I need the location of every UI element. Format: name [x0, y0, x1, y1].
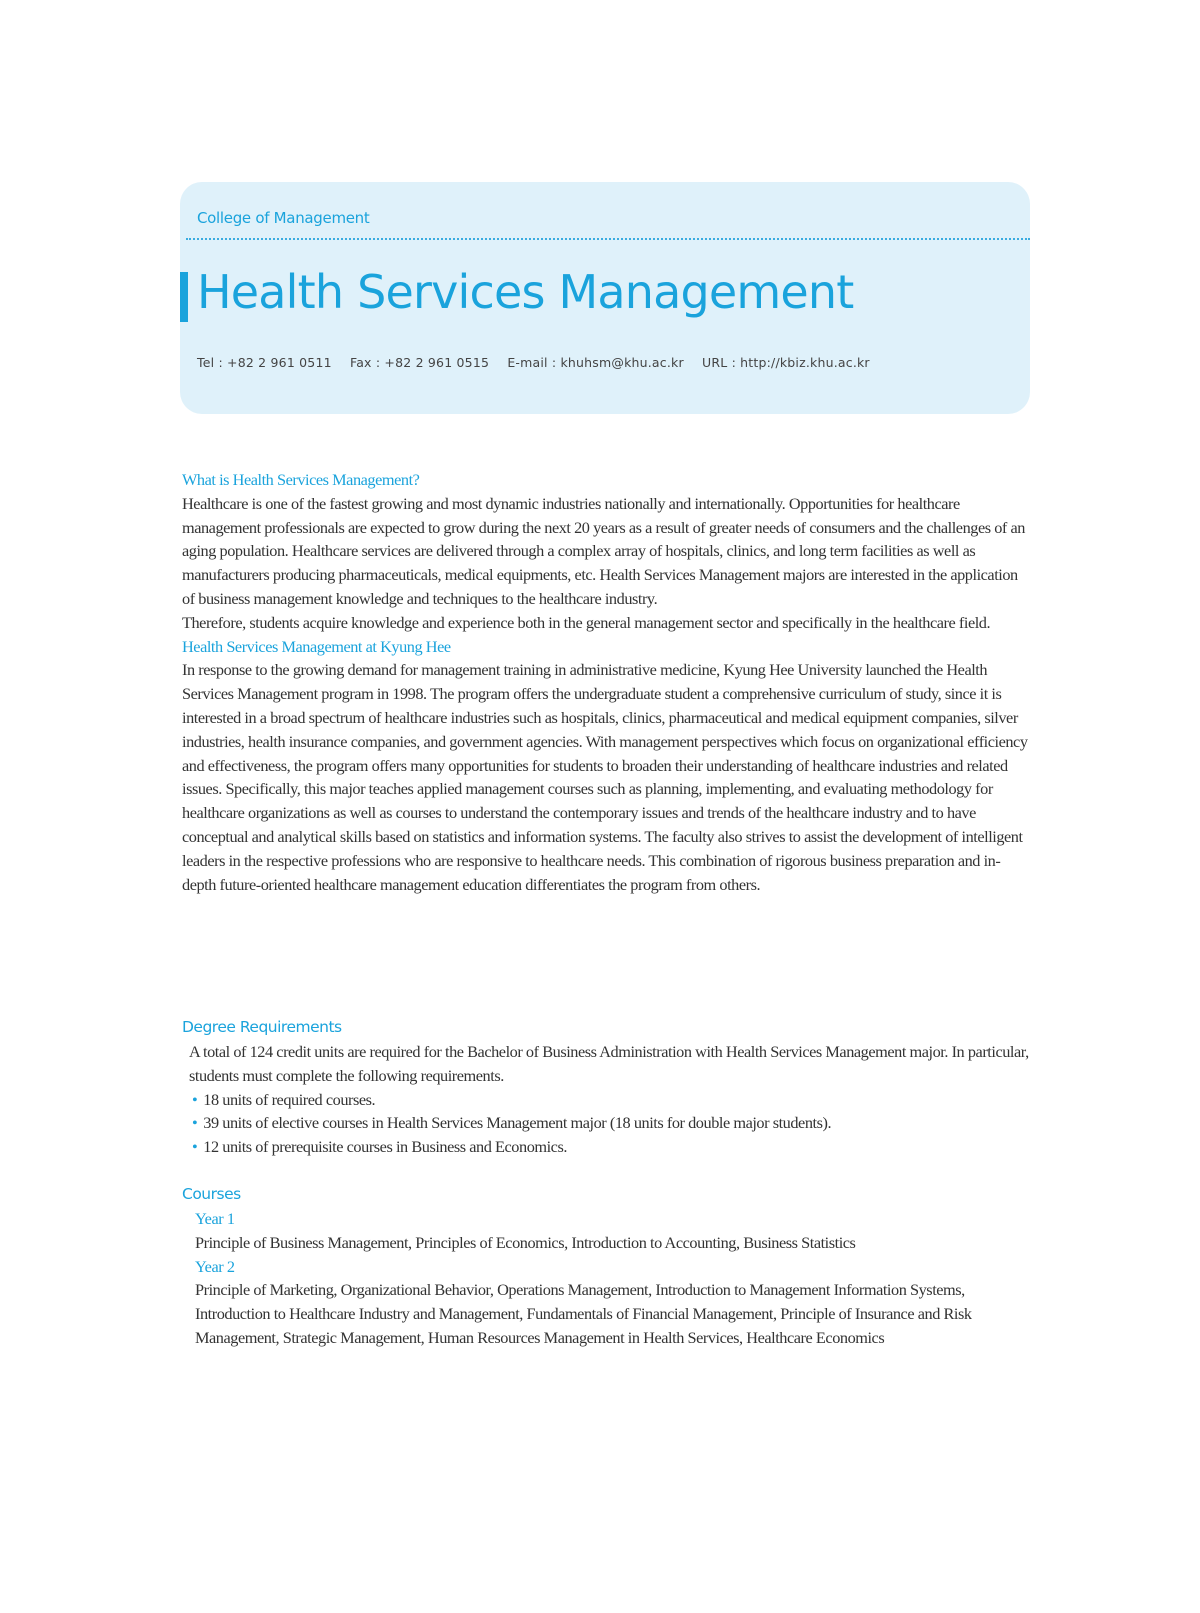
- degree-intro: A total of 124 credit units are required for the Bachelor of Business Administration with Health Services Management major. In particular, students must complete the following requirements.: [189, 1042, 1029, 1085]
- what-is-paragraph-1: Healthcare is one of the fastest growing and most dynamic industries nationally and internationally. Opportunities for healthcare management professionals are expected to grow during the next 20 years as a result of greater needs of consumers and the challenges of an aging population. Healthcare services are delivered through a complex array of hospitals, clinics, and long term facilities as well as manufacturers producing pharmaceuticals, medical equipments, etc. Health Services Management majors are interested in the application of business management knowledge and techniques to the healthcare industry.: [182, 493, 1025, 608]
- list-item: • 12 units of prerequisite courses in Business and Economics.: [192, 1137, 567, 1157]
- contact-fax: Fax : +82 2 961 0515: [349, 355, 490, 370]
- title-accent-bar: [180, 272, 188, 322]
- dotted-divider: [186, 238, 1030, 240]
- page-title: Health Services Management: [197, 265, 854, 319]
- list-item: • 39 units of elective courses in Health Services Management major (18 units for double major students).: [192, 1113, 832, 1133]
- contact-url: URL : http://kbiz.khu.ac.kr: [702, 355, 870, 370]
- kyung-hee-paragraph: In response to the growing demand for management training in administrative medicine, Kyung Hee University launched the Health Services Management program in 1998. The program offers the undergraduate student a comprehensive curriculum of study, since it is interested in a broad spectrum of healthcare industries such as hospitals, clinics, pharmaceutical and medical equipment companies, silver industries, health insurance companies, and government agencies. With management perspectives which focus on organizational efficiency and effectiveness, the program offers many opportunities for students to broaden their understanding of healthcare industries and related issues. Specifically, this major teaches applied management courses such as planning, implementing, and evaluating methodology for healthcare organizations as well as courses to understand the contemporary issues and trends of the healthcare industry and to have conceptual and analytical skills based on statistics and information systems. The faculty also strives to assist the development of intelligent leaders in the respective professions who are responsive to healthcare needs. This combination of rigorous business preparation and in-depth future-oriented healthcare management education differentiates the program from others.: [182, 660, 1028, 894]
- courses-section: [182, 1185, 1032, 1350]
- bullet-icon: •: [192, 1089, 198, 1109]
- what-is-paragraph-2: Therefore, students acquire knowledge and experience both in the general management sector and specifically in the healthcare field.: [182, 612, 991, 632]
- degree-requirements-list: [182, 1088, 1032, 1159]
- what-is-heading: What is Health Services Management?: [182, 470, 420, 489]
- college-label: College of Management: [197, 209, 370, 227]
- courses-heading: Courses: [182, 1185, 241, 1203]
- bullet-icon: •: [192, 1137, 198, 1157]
- contact-tel: Tel : +82 2 961 0511: [197, 355, 332, 370]
- list-item: • 18 units of required courses.: [192, 1089, 376, 1109]
- year-2-heading: Year 2: [195, 1256, 235, 1276]
- intro-content: [182, 468, 1032, 896]
- degree-section: [182, 1018, 1032, 1159]
- header-panel: [180, 182, 1030, 414]
- contact-email: E-mail : khuhsm@khu.ac.kr: [507, 355, 684, 370]
- year-2-courses: Principle of Marketing, Organizational Behavior, Operations Management, Introduction to Management Information Systems, Introduction to Healthcare Industry and Management, Fundamentals of Financial Management, Principle of Insurance and Risk Management, Strategic Management, Human Resources Management in Health Services, Healthcare Economics: [195, 1280, 972, 1347]
- year-1-heading: Year 1: [195, 1209, 235, 1228]
- year-1-courses: Principle of Business Management, Principles of Economics, Introduction to Accounting, Business Statistics: [195, 1232, 856, 1252]
- kyung-hee-heading: Health Services Management at Kyung Hee: [182, 636, 451, 656]
- contact-line: [197, 355, 884, 370]
- bullet-icon: •: [192, 1113, 198, 1133]
- degree-heading: Degree Requirements: [182, 1018, 342, 1036]
